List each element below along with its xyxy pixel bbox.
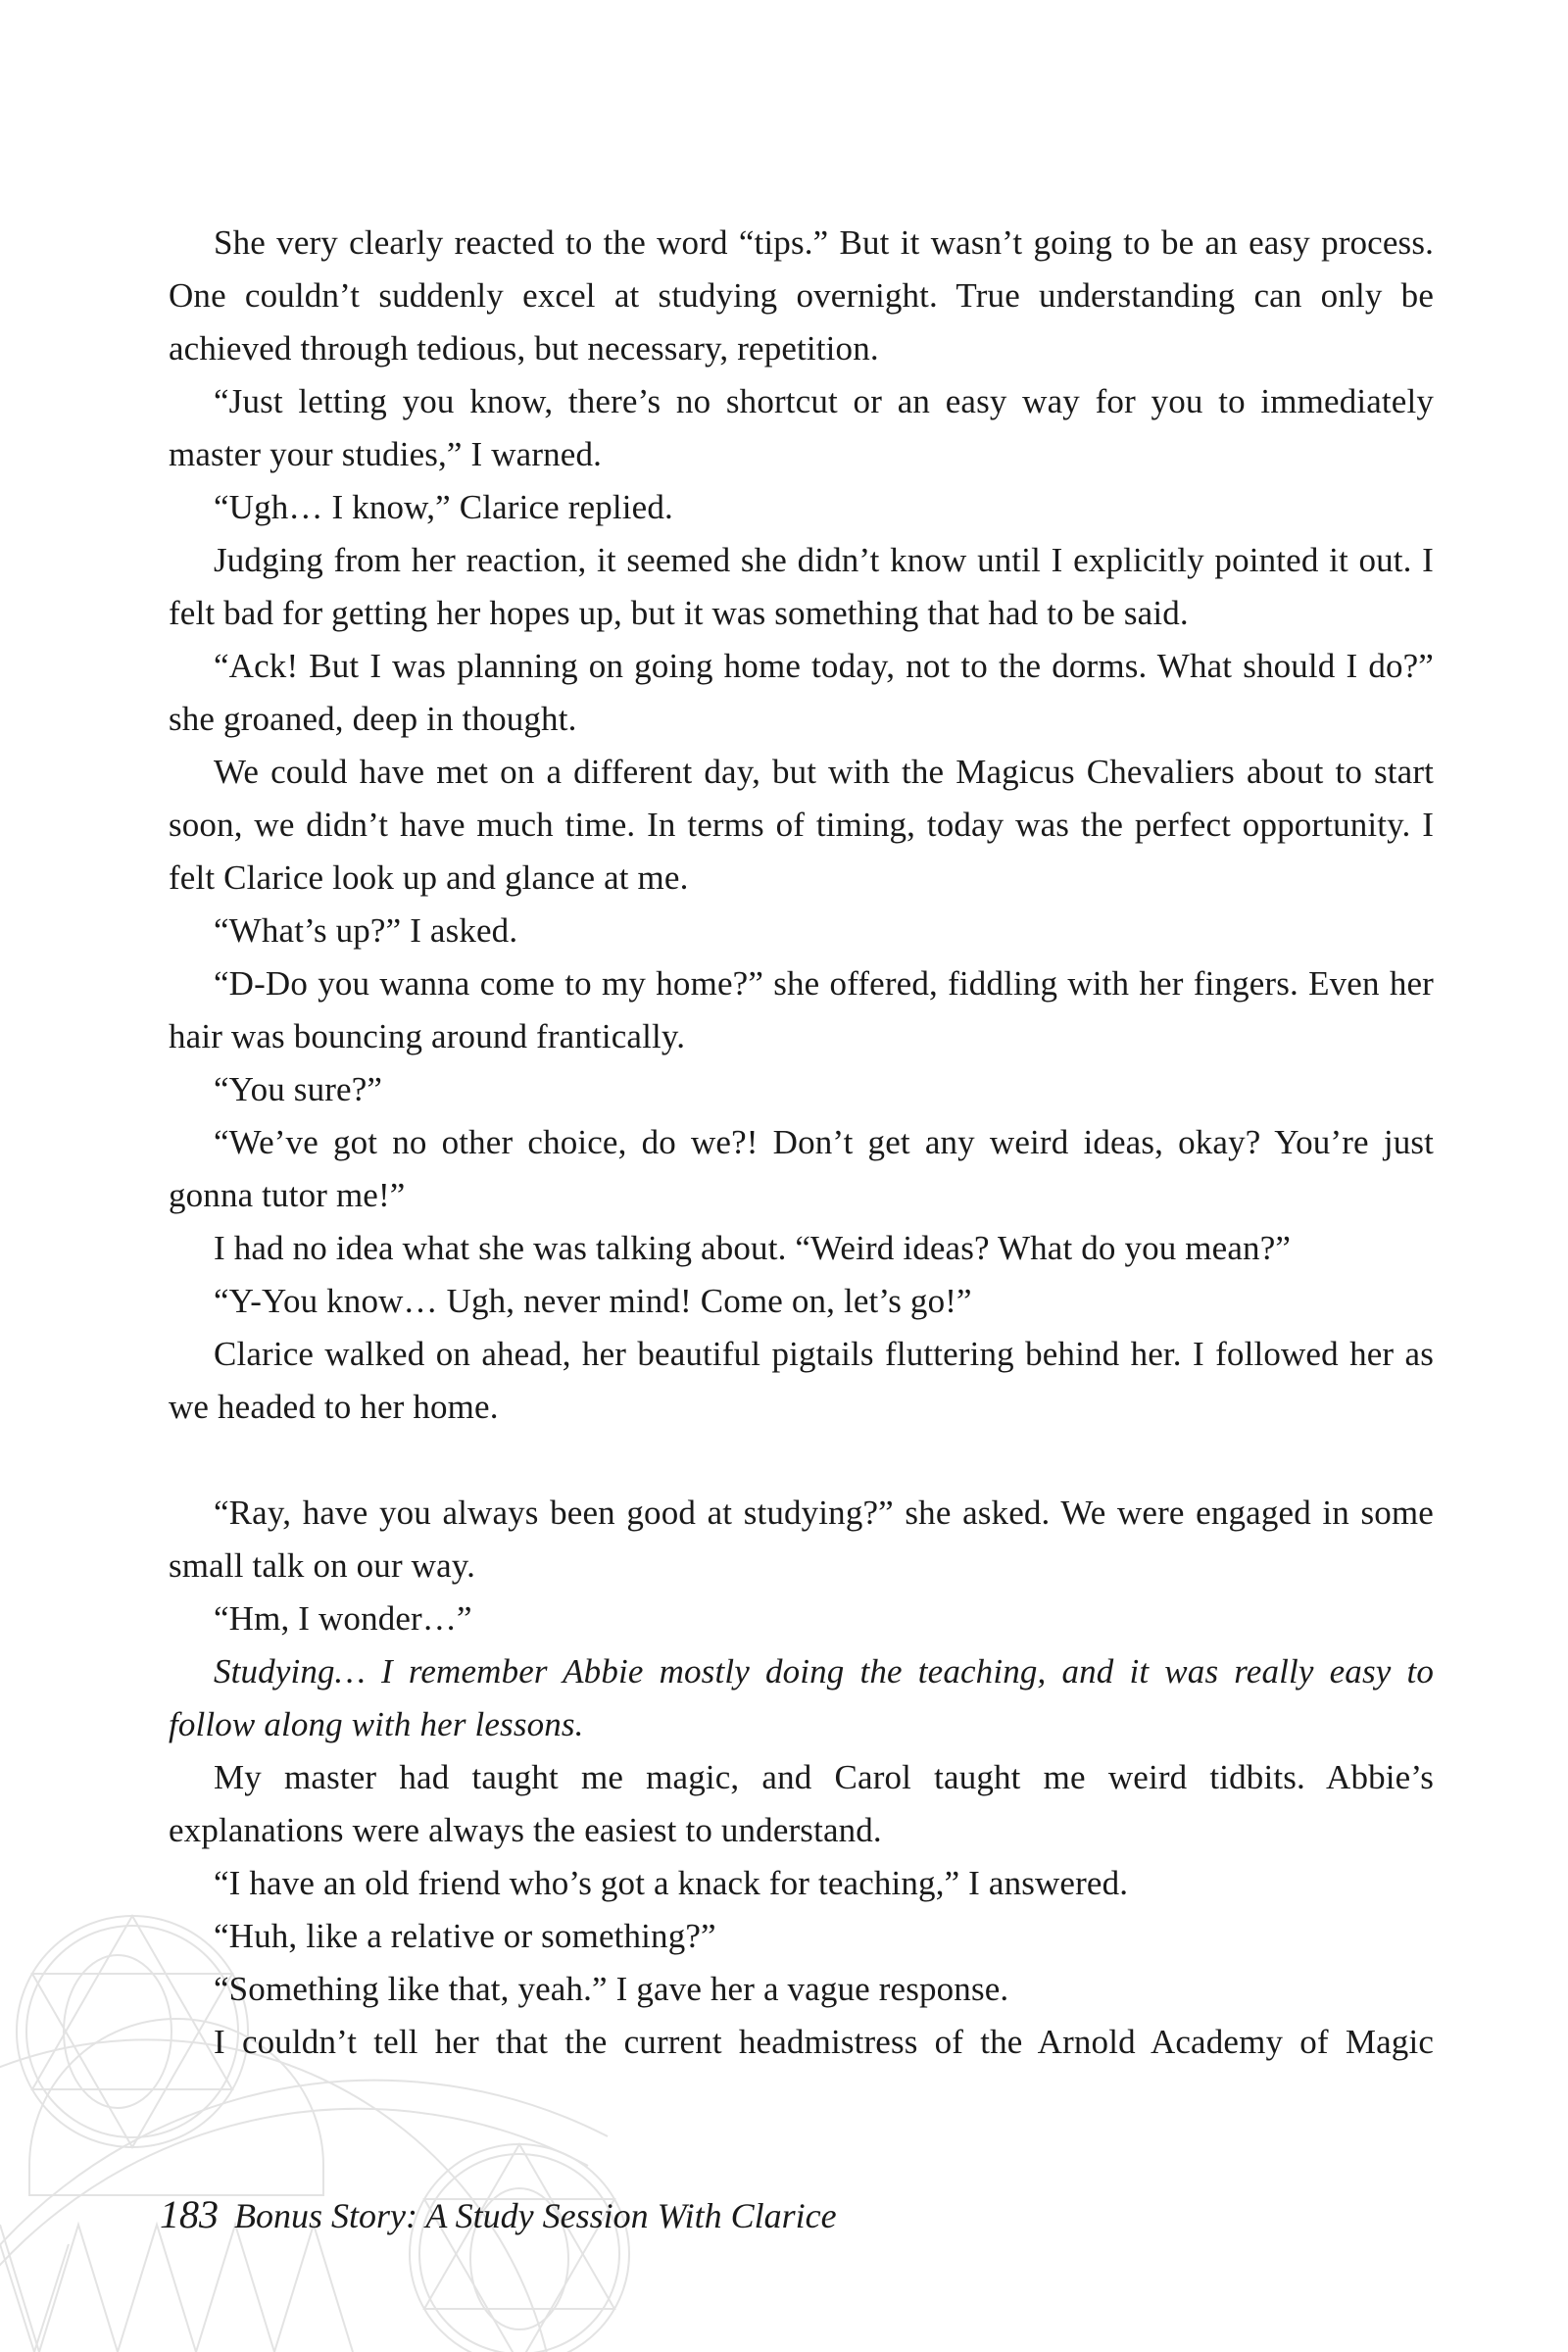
paragraph: “Hm, I wonder…”	[214, 1599, 472, 1638]
paragraph: She very clearly reacted to the word “tips.” But it wasn’t going to be an easy process. One couldn’t suddenly excel at studying overnight. True understanding can only be achieved through tedious, but necessary, repetition.	[169, 223, 1434, 368]
paragraph: We could have met on a different day, but with the Magicus Chevaliers about to start soon, we didn’t have much time. In terms of timing, today was the perfect opportunity. I felt Clarice look up and glance at me.	[169, 753, 1434, 897]
paragraph: “Y-You know… Ugh, never mind! Come on, let’s go!”	[214, 1282, 972, 1320]
paragraph-continued: I couldn’t tell her that the current headmistress of the Arnold Academy of Magic	[214, 2023, 1434, 2061]
paragraph: I had no idea what she was talking about. “Weird ideas? What do you mean?”	[214, 1229, 1292, 1267]
paragraph: “We’ve got no other choice, do we?! Don’t get any weird ideas, okay? You’re just gonna tutor me!”	[169, 1123, 1434, 1214]
paragraph: “Ray, have you always been good at studying?” she asked. We were engaged in some small talk on our way.	[169, 1494, 1434, 1585]
paragraph: “Just letting you know, there’s no shortcut or an easy way for you to immediately master your studies,” I warned.	[169, 382, 1434, 473]
paragraph: “D-Do you wanna come to my home?” she offered, fiddling with her fingers. Even her hair was bouncing around frantically.	[169, 964, 1434, 1055]
italic-thought-paragraph: Studying… I remember Abbie mostly doing the teaching, and it was really easy to follow along with her lessons.	[169, 1652, 1434, 1743]
watermark-ring-lower	[410, 2144, 629, 2352]
paragraph: “Something like that, yeah.” I gave her a vague response.	[214, 1970, 1009, 2008]
page-number: 183	[160, 2192, 219, 2236]
paragraph: “What’s up?” I asked.	[214, 911, 518, 950]
paragraph: Clarice walked on ahead, her beautiful pigtails fluttering behind her. I followed her as we headed to her home.	[169, 1335, 1434, 1426]
paragraph: “Ugh… I know,” Clarice replied.	[214, 488, 673, 526]
paragraph: “Ack! But I was planning on going home today, not to the dorms. What should I do?” she groaned, deep in thought.	[169, 647, 1434, 738]
body-text	[169, 217, 1434, 2069]
page-footer	[160, 2192, 837, 2238]
paragraph: “I have an old friend who’s got a knack for teaching,” I answered.	[214, 1864, 1129, 1902]
scene-break	[169, 1434, 1434, 1487]
running-title: Bonus Story: A Study Session With Clarice	[234, 2196, 837, 2235]
paragraph: My master had taught me magic, and Carol taught me weird tidbits. Abbie’s explanations were always the easiest to understand.	[169, 1758, 1434, 1849]
paragraph: “Huh, like a relative or something?”	[214, 1917, 716, 1955]
paragraph: Judging from her reaction, it seemed she didn’t know until I explicitly pointed it out. I felt bad for getting her hopes up, but it was something that had to be said.	[169, 541, 1434, 632]
paragraph: “You sure?”	[214, 1070, 383, 1108]
